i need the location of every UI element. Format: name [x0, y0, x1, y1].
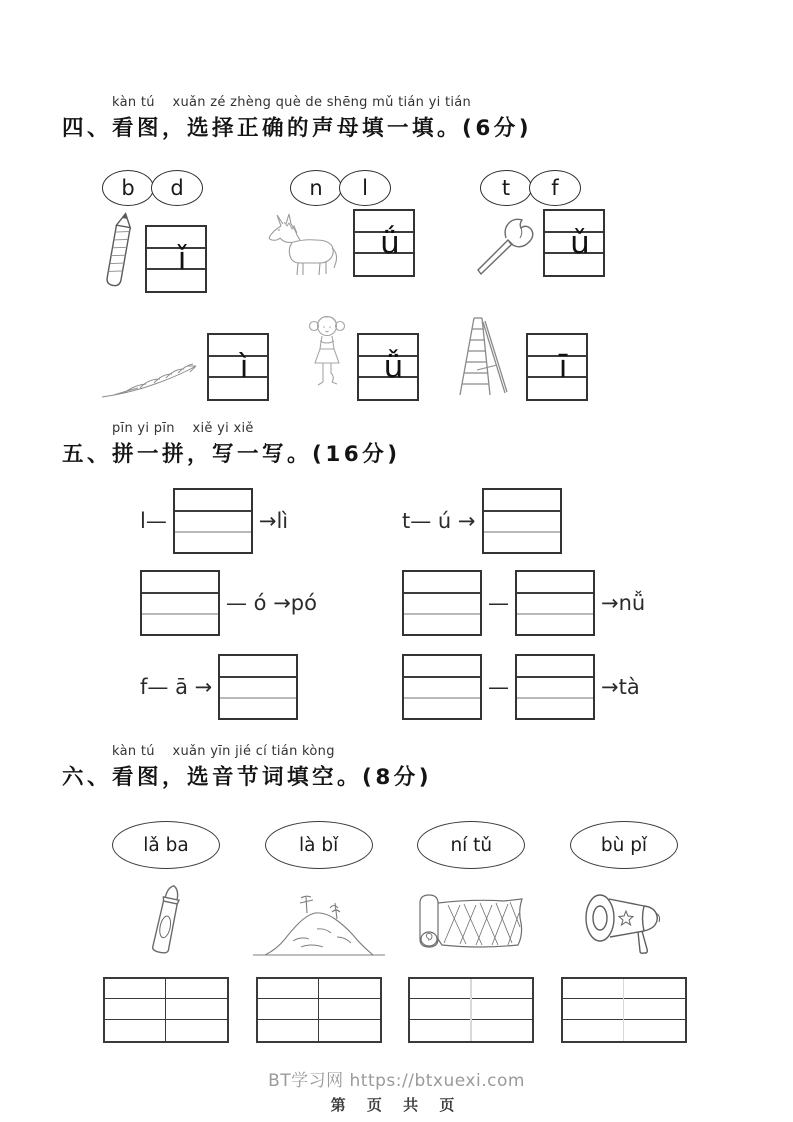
- rice-ear-icon: [100, 357, 200, 401]
- page-footer: [0, 1066, 793, 1115]
- section4-row2: [100, 309, 588, 401]
- grid-line: [165, 979, 166, 1041]
- page-number-label: 第 页 共 页: [330, 1096, 463, 1114]
- choice-oval-t: [480, 170, 532, 206]
- spelling-result: →tà: [601, 675, 640, 699]
- spelling-item: [402, 570, 645, 636]
- ladder-icon: [453, 313, 519, 401]
- choice-oval-f: [529, 170, 581, 206]
- spelling-prefix: t— ú →: [402, 509, 476, 533]
- grid-line: [142, 613, 218, 615]
- answer-grid: [173, 488, 253, 554]
- grid-letter: ì: [239, 349, 249, 385]
- spelling-item: [402, 488, 562, 554]
- grid-line: [404, 676, 480, 678]
- choice-letter: l: [362, 176, 368, 200]
- syllable-word: là bǐ: [299, 834, 339, 856]
- answer-table: [408, 977, 534, 1043]
- grid-letter: ǔ: [570, 225, 590, 261]
- section4-pinyin-hint: kàn tú xuǎn zé zhèng què de shēng mǔ tián yi tián: [112, 95, 472, 110]
- grid-line: [404, 697, 480, 699]
- answer-grid: [515, 654, 595, 720]
- section6-word-ovals: [95, 821, 695, 869]
- choice-letter: d: [170, 176, 184, 200]
- grid-letter: ǘ: [380, 225, 400, 261]
- crayon-icon: [143, 883, 189, 963]
- answer-grid: [218, 654, 298, 720]
- choice-letter: b: [121, 176, 135, 200]
- answer-table: [256, 977, 382, 1043]
- grid-line: [220, 676, 296, 678]
- section4-row1: [100, 170, 605, 293]
- cloth-roll-icon: [408, 891, 534, 963]
- grid-line: [404, 592, 480, 594]
- section4-title: 四、看图，选择正确的声母填一填。(6分): [62, 116, 533, 141]
- grid-line: [470, 979, 471, 1041]
- choice-letter: t: [501, 176, 511, 200]
- syllable-word: ní tǔ: [450, 834, 493, 856]
- megaphone-icon: [580, 887, 668, 963]
- pinyin-grid: [145, 225, 207, 293]
- spelling-item: [402, 654, 640, 720]
- pinyin-grid: [207, 333, 269, 401]
- syllable-word: lǎ ba: [143, 834, 189, 856]
- grid-line: [484, 510, 560, 512]
- grid-line: [517, 613, 593, 615]
- spelling-connector: —: [488, 591, 509, 615]
- section6-pinyin-hint: kàn tú xuǎn yīn jié cí tián kòng: [112, 744, 335, 759]
- section5-title: 五、拼一拼，写一写。(16分): [62, 442, 401, 467]
- choice-oval-d: [151, 170, 203, 206]
- section5-row1: [140, 488, 793, 554]
- grid-letter: ǐ: [177, 241, 187, 277]
- grid-line: [318, 979, 319, 1041]
- word-oval: [265, 821, 373, 869]
- word-oval: [112, 821, 220, 869]
- choice-letter: f: [551, 176, 559, 200]
- section6-title: 六、看图，选音节词填空。(8分): [62, 765, 433, 790]
- donkey-icon: [264, 213, 346, 277]
- grid-line: [623, 979, 624, 1041]
- s4-item-axe: [472, 170, 605, 293]
- dirt-mound-icon: [249, 887, 389, 963]
- axe-icon: [472, 213, 536, 277]
- grid-line: [175, 510, 251, 512]
- s4-item-rice: [100, 333, 269, 401]
- choice-oval-b: [102, 170, 154, 206]
- site-watermark: BT学习网 https://btxuexi.com: [268, 1071, 525, 1091]
- section6-answer-tables: [95, 977, 695, 1043]
- s4-item-donkey: [264, 170, 415, 293]
- pencil-icon: [100, 209, 138, 293]
- spelling-result: — ó →pó: [226, 591, 317, 615]
- grid-line: [484, 531, 560, 533]
- pinyin-grid: [526, 333, 588, 401]
- initial-choices: [290, 170, 415, 206]
- word-oval: [417, 821, 525, 869]
- choice-oval-l: [339, 170, 391, 206]
- spelling-result: →nǚ: [601, 591, 646, 615]
- pinyin-grid: [357, 333, 419, 401]
- s4-item-ladder: [453, 313, 588, 401]
- grid-line: [517, 592, 593, 594]
- spelling-item: [140, 654, 402, 720]
- initial-choices: [102, 170, 207, 206]
- grid-line: [175, 531, 251, 533]
- spelling-prefix: l—: [140, 509, 167, 533]
- grid-line: [517, 697, 593, 699]
- answer-table: [561, 977, 687, 1043]
- spelling-item: [140, 488, 402, 554]
- spelling-connector: —: [488, 675, 509, 699]
- answer-grid: [402, 654, 482, 720]
- grid-letter: ī: [558, 349, 568, 385]
- girl-icon: [304, 309, 350, 401]
- section5-row2: [140, 570, 793, 636]
- answer-grid: [140, 570, 220, 636]
- initial-choices: [480, 170, 605, 206]
- pinyin-grid: [543, 209, 605, 277]
- section6-pictures: [95, 877, 695, 963]
- answer-grid: [482, 488, 562, 554]
- word-oval: [570, 821, 678, 869]
- spelling-result: →lì: [258, 509, 289, 533]
- section5-pinyin-hint: pīn yi pīn xiě yi xiě: [112, 421, 254, 436]
- grid-line: [517, 676, 593, 678]
- spelling-item: [140, 570, 402, 636]
- answer-grid: [515, 570, 595, 636]
- section5-row3: [140, 654, 793, 720]
- grid-line: [142, 592, 218, 594]
- answer-table: [103, 977, 229, 1043]
- s4-item-girl: [304, 309, 419, 401]
- answer-grid: [402, 570, 482, 636]
- syllable-word: bù pǐ: [600, 834, 648, 856]
- s4-item-pencil: [100, 170, 207, 293]
- grid-line: [404, 613, 480, 615]
- pinyin-grid: [353, 209, 415, 277]
- choice-letter: n: [309, 176, 323, 200]
- grid-letter: ǚ: [383, 349, 404, 385]
- grid-line: [220, 697, 296, 699]
- choice-oval-n: [290, 170, 342, 206]
- spelling-prefix: f— ā →: [140, 675, 213, 699]
